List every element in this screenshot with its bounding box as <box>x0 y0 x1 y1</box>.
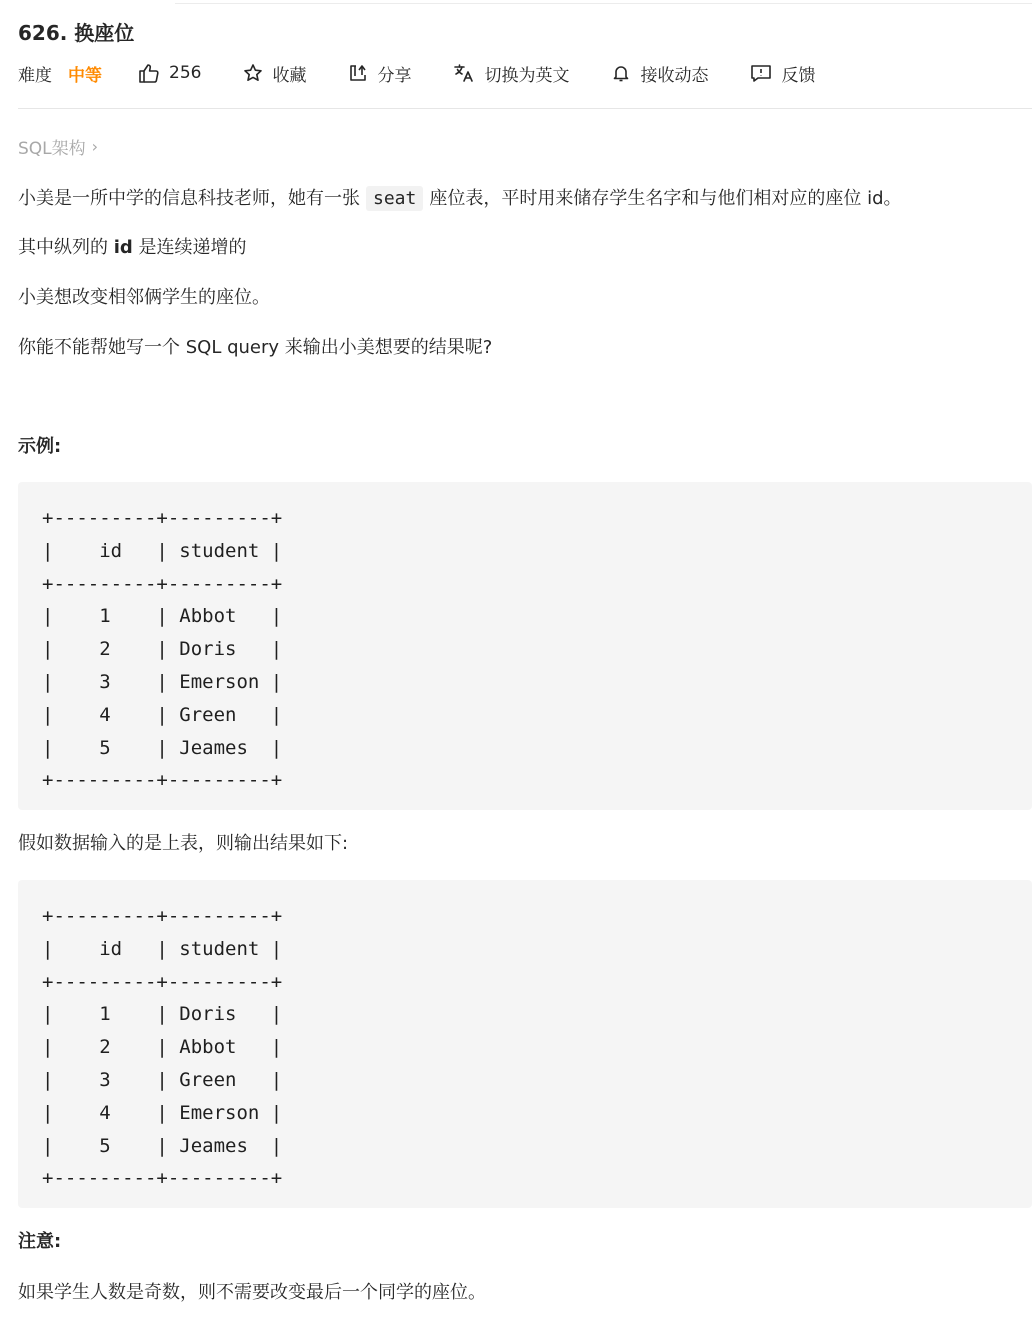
bell-icon <box>611 63 631 83</box>
feedback-button[interactable] <box>750 61 815 86</box>
example-heading: 示例: <box>18 436 62 457</box>
favorite-button[interactable] <box>243 61 306 86</box>
page-title: 626. 换座位 <box>18 21 135 45</box>
description-paragraph-1 <box>18 186 902 212</box>
output-table-text: +---------+---------+ | id | student | +---------+---------+ | 1 | Doris | | 2 | Abbot | | 3 | Green | | 4 | Emerson | | 5 | Jeames | +---------+---------+ <box>42 905 283 1190</box>
p2-text-after: 是连续递增的 <box>138 237 247 258</box>
like-button[interactable] <box>138 63 201 83</box>
p2-text-before: 其中纵列的 <box>18 237 108 258</box>
top-divider <box>175 0 1032 4</box>
difficulty-value: 中等 <box>68 65 102 86</box>
topic-tag-label: SQL架构 <box>18 139 86 159</box>
p2-bold-id: id <box>113 237 133 258</box>
note-text: 如果学生人数是奇数，则不需要改变最后一个同学的座位。 <box>18 1282 486 1303</box>
between-text: 假如数据输入的是上表，则输出结果如下: <box>18 833 349 854</box>
like-count: 256 <box>169 63 202 83</box>
difficulty-label: 难度 <box>18 65 52 86</box>
p1-text-before: 小美是一所中学的信息科技老师，她有一张 <box>18 188 360 209</box>
meta-bar <box>18 58 1018 88</box>
description-paragraph-3: 小美想改变相邻俩学生的座位。 <box>18 287 270 308</box>
p1-text-after: 座位表，平时用来储存学生名字和与他们相对应的座位 id。 <box>429 188 902 209</box>
note-heading: 注意: <box>18 1231 62 1252</box>
feedback-label: 反馈 <box>781 65 816 86</box>
feedback-icon <box>750 63 772 83</box>
favorite-label: 收藏 <box>272 65 307 86</box>
topic-tag-sql[interactable] <box>18 134 98 159</box>
input-table-code-block <box>18 482 1032 810</box>
description-paragraph-4: 你能不能帮她写一个 SQL query 来输出小美想要的结果呢? <box>18 337 493 358</box>
star-icon <box>243 63 263 83</box>
chevron-right-icon: › <box>91 137 99 156</box>
difficulty <box>18 61 102 86</box>
switch-language-label: 切换为英文 <box>484 65 570 86</box>
output-table-code-block <box>18 880 1032 1208</box>
inline-code-seat: seat <box>366 186 423 211</box>
switch-language-button[interactable] <box>453 61 569 86</box>
share-icon <box>348 63 368 83</box>
translate-icon <box>453 63 475 83</box>
input-table-text: +---------+---------+ | id | student | +---------+---------+ | 1 | Abbot | | 2 | Doris | | 3 | Emerson | | 4 | Green | | 5 | Jeames | +---------+---------+ <box>42 507 283 792</box>
share-button[interactable] <box>348 61 411 86</box>
thumbs-up-icon <box>138 63 160 83</box>
subscribe-button[interactable] <box>611 61 708 86</box>
description-paragraph-2 <box>18 235 247 261</box>
subscribe-label: 接收动态 <box>640 65 709 86</box>
header-divider <box>18 108 1032 109</box>
share-label: 分享 <box>377 65 412 86</box>
